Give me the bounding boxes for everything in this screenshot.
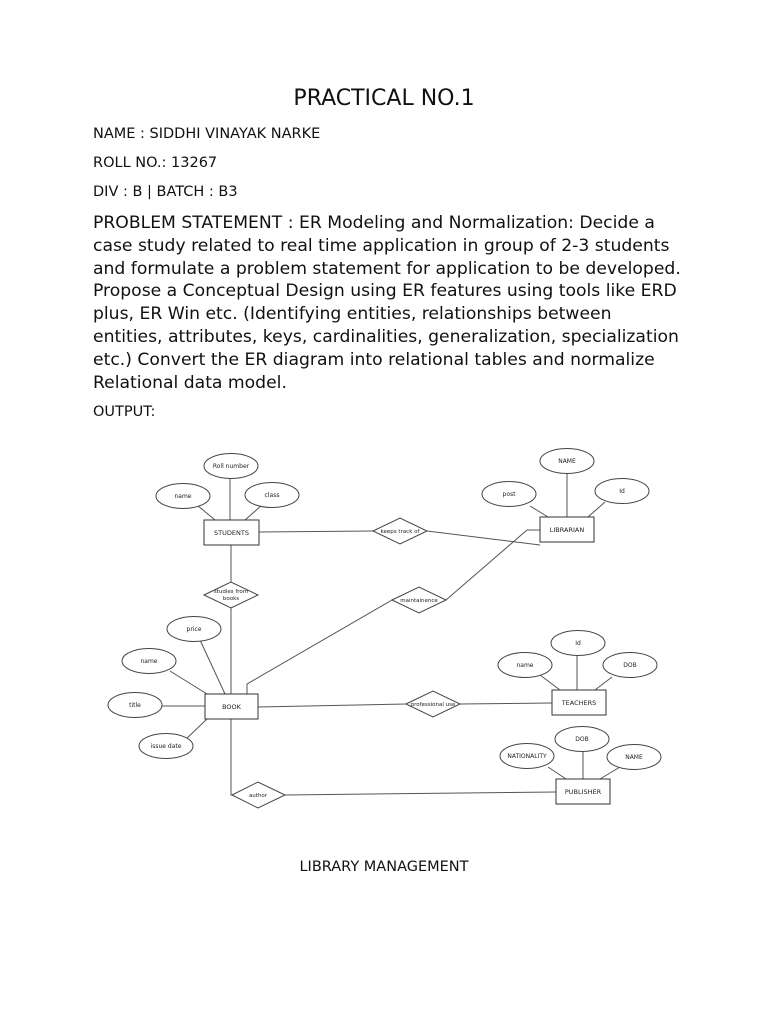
- attribute-price-label: price: [186, 626, 202, 633]
- relationship-maintainence-label: maintainence: [400, 598, 438, 604]
- relationship-maintainence: [392, 587, 446, 613]
- attribute-teacher-name: [498, 653, 552, 678]
- entity-book-label: BOOK: [222, 703, 241, 711]
- entity-librarian-label: LIBRARIAN: [549, 526, 585, 534]
- relationship-professional-use-label: professional use: [410, 702, 456, 708]
- attribute-class: [245, 483, 299, 508]
- attribute-roll-number-label: Roll number: [212, 463, 250, 470]
- attribute-book-name: [122, 649, 176, 674]
- relationship-keeps-track-of: [373, 518, 427, 544]
- attribute-teacher-dob: [603, 653, 657, 678]
- diagram-caption: LIBRARY MANAGEMENT: [299, 859, 469, 875]
- entity-teachers: [552, 690, 606, 715]
- attribute-nationality-label: NATIONALITY: [507, 753, 547, 760]
- er-diagram: [0, 440, 768, 820]
- attribute-student-name: [156, 484, 210, 509]
- attribute-publisher-dob: [555, 727, 609, 752]
- attribute-post: [482, 482, 536, 507]
- attribute-publisher-name-label: NAME: [625, 754, 643, 761]
- attribute-teacher-name-label: name: [516, 662, 534, 669]
- attribute-title: [108, 693, 162, 718]
- attribute-librarian-name-label: NAME: [558, 458, 576, 465]
- output-label: OUTPUT:: [93, 404, 156, 420]
- attribute-issue-date: [139, 734, 193, 759]
- attribute-student-name-label: name: [174, 493, 192, 500]
- entity-publisher-label: PUBLISHER: [564, 788, 602, 796]
- attribute-nationality: [500, 744, 554, 769]
- relationship-studies-from-books: [204, 582, 258, 608]
- entity-teachers-label: TEACHERS: [561, 699, 597, 707]
- attribute-librarian-id-label: Id: [619, 488, 625, 495]
- attribute-teacher-id-label: Id: [575, 640, 581, 647]
- attribute-roll-number: [204, 454, 258, 479]
- attribute-book-name-label: name: [140, 658, 158, 665]
- entity-students: [204, 520, 259, 545]
- entity-students-label: STUDENTS: [214, 529, 249, 537]
- entity-book: [205, 694, 258, 719]
- attribute-publisher-name: [607, 745, 661, 770]
- attribute-post-label: post: [502, 491, 516, 498]
- relationship-keeps-track-of-label: keeps track of: [380, 529, 420, 535]
- relationship-studies-from-books-label-2: books: [222, 596, 240, 602]
- attribute-teacher-id: [551, 631, 605, 656]
- division-batch-line: DIV : B | BATCH : B3: [93, 184, 238, 200]
- attribute-librarian-name: [540, 449, 594, 474]
- page-title: PRACTICAL NO.1: [293, 86, 475, 111]
- attribute-librarian-id: [595, 479, 649, 504]
- relationship-professional-use: [406, 691, 460, 717]
- entity-publisher: [556, 779, 610, 804]
- relationship-studies-from-books-label-1: studies from: [213, 589, 249, 595]
- attribute-teacher-dob-label: DOB: [623, 662, 637, 669]
- attribute-publisher-dob-label: DOB: [575, 736, 589, 743]
- attribute-price: [167, 617, 221, 642]
- problem-statement: PROBLEM STATEMENT : ER Modeling and Normalization: Decide a case study related to real time application in group of 2-3 students and formulate a problem statement for application to be developed. Propose a Conceptual Design using ER features using tools like ERD plus, ER Win etc. (Identifying entities, relationships between entities, attributes, keys, cardinalities, generalization, specialization etc.) Convert the ER diagram into relational tables and normalize Relational data model.: [93, 213, 681, 393]
- attribute-title-label: title: [129, 702, 141, 709]
- entity-librarian: [540, 517, 594, 542]
- relationship-author: [232, 782, 285, 808]
- relationship-author-label: author: [248, 793, 268, 799]
- attribute-issue-date-label: issue date: [150, 743, 182, 750]
- attribute-class-label: class: [264, 492, 280, 499]
- student-name-line: NAME : SIDDHI VINAYAK NARKE: [93, 126, 321, 142]
- roll-number-line: ROLL NO.: 13267: [93, 155, 218, 171]
